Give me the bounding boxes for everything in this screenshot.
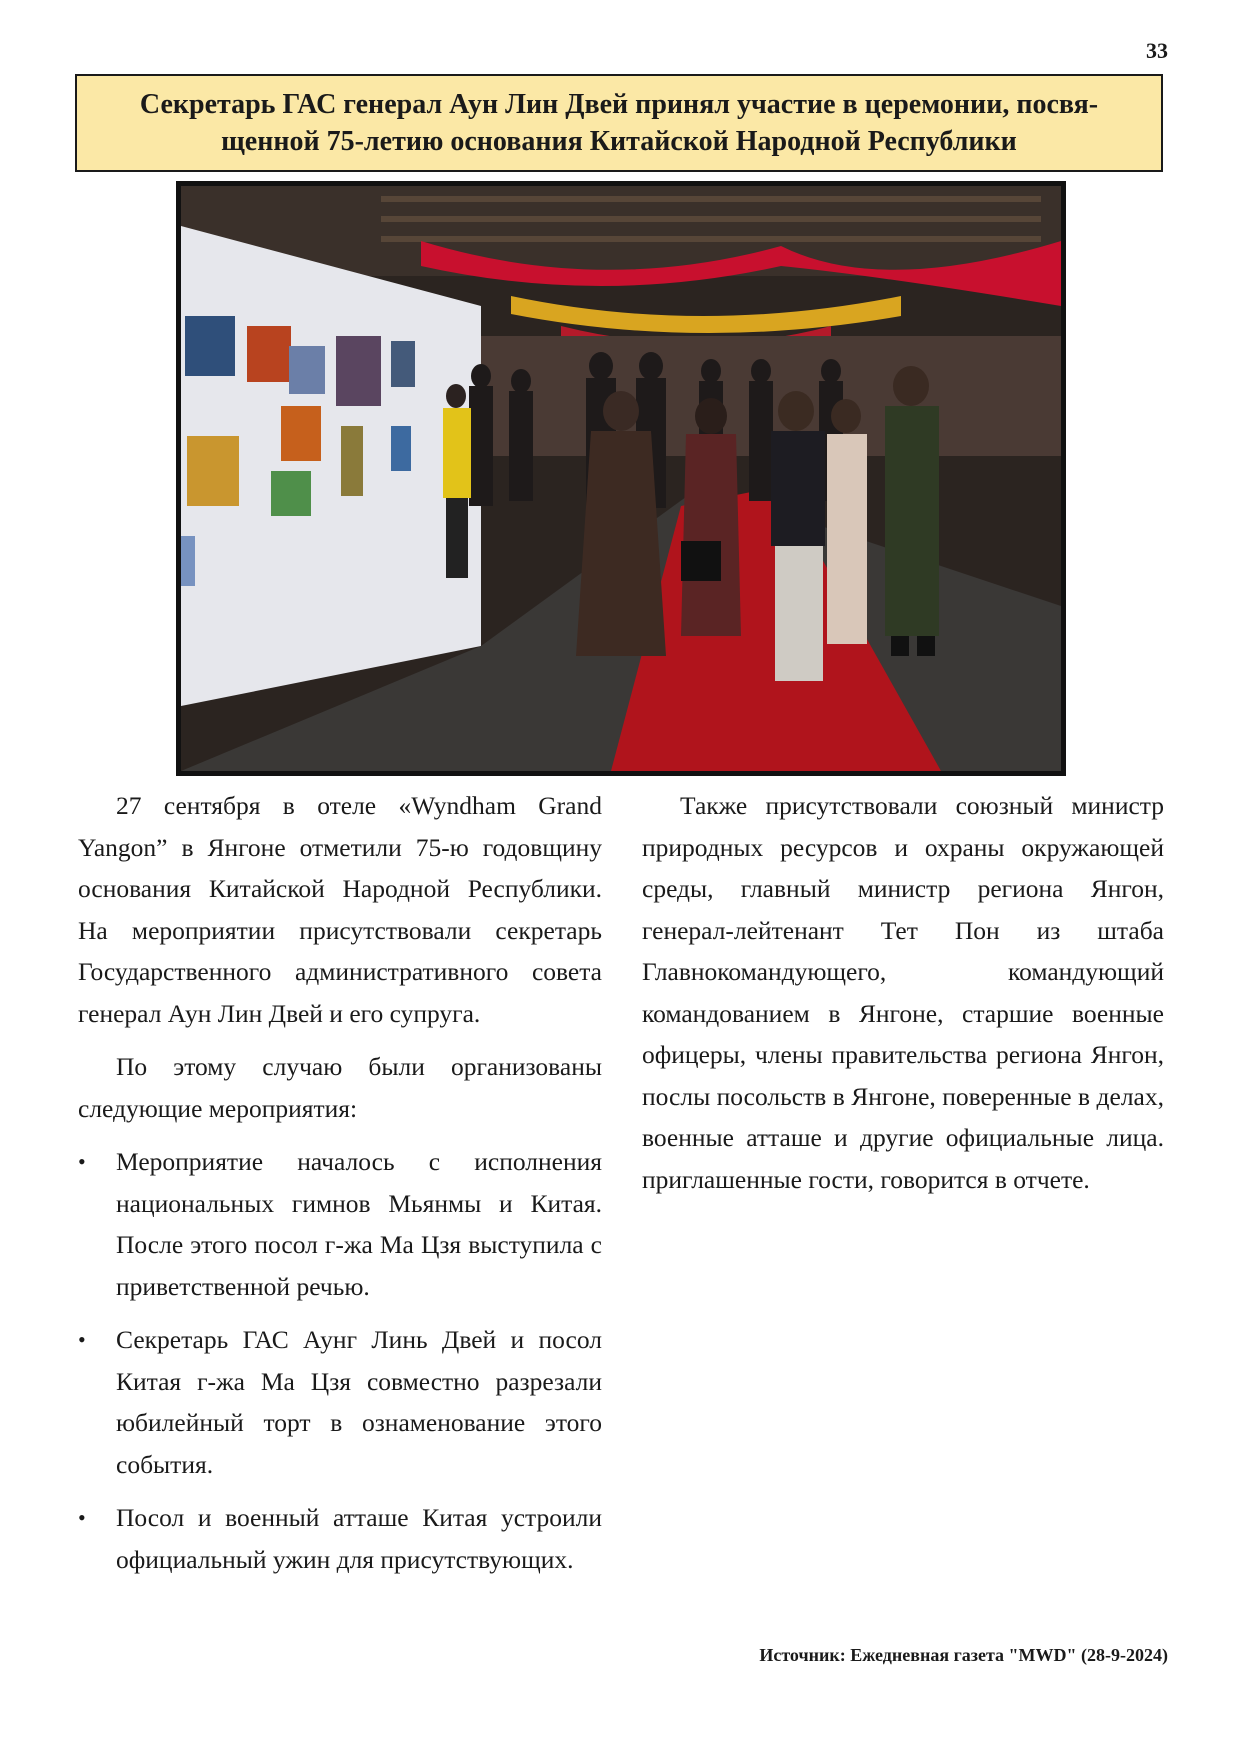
list-item	[78, 1497, 602, 1580]
photo-gold-curtain	[511, 296, 901, 333]
event-photo	[176, 181, 1066, 776]
list-item	[78, 1141, 602, 1307]
list-item-text: Секретарь ГАС Аунг Линь Двей и посол Китая г-жа Ма Цзя совместно разрезали юбилейный торт в ознаменование этого события.	[116, 1325, 602, 1479]
source-note: Источник: Ежедневная газета "MWD" (28-9-2024)	[759, 1645, 1168, 1665]
headline-text	[140, 86, 1098, 160]
article-column-right	[642, 785, 1164, 1212]
page-number: 33	[1146, 38, 1168, 63]
headline-box	[75, 74, 1163, 172]
bullet-icon: •	[78, 1149, 86, 1174]
event-list	[78, 1141, 602, 1580]
list-item-text: Мероприятие началось с исполнения национальных гимнов Мьянмы и Китая. После этого посол г-жа Ма Цзя выступила с приветственной речью.	[116, 1147, 602, 1301]
article-paragraph: 27 сентября в отеле «Wyndham Grand Yangon” в Янгоне отметили 75-ю годовщину основания Китайской Народной Республики. На мероприятии присутствовали секретарь Государственного административного совета генерал Аун Лин Двей и его супруга.	[78, 791, 602, 1028]
article-paragraph: Также присутствовали союзный министр природных ресурсов и охраны окружающей среды, главный министр региона Янгон, генерал-лейтенант Тет Пон из штаба Главнокомандующего, командующий командованием в Янгоне, старшие военные офицеры, члены правительства региона Янгон, послы посольств в Янгоне, поверенные в делах, военные атташе и другие официальные лица. приглашенные гости, говорится в отчете.	[642, 791, 1164, 1194]
bullet-icon: •	[78, 1505, 86, 1530]
article-paragraph: По этому случаю были организованы следующие мероприятия:	[78, 1052, 602, 1123]
headline-line-1: Секретарь ГАС генерал Аун Лин Двей принял участие в церемонии, посвя-	[139, 89, 1099, 120]
list-item	[78, 1319, 602, 1485]
event-photo-icon	[181, 186, 1061, 771]
article-column-left	[78, 785, 602, 1592]
headline-line-2: щенной 75-летию основания Китайской Народной Республики	[221, 126, 1017, 157]
list-item-text: Посол и военный атташе Китая устроили официальный ужин для присутствующих.	[116, 1503, 602, 1574]
bullet-icon: •	[78, 1327, 86, 1352]
